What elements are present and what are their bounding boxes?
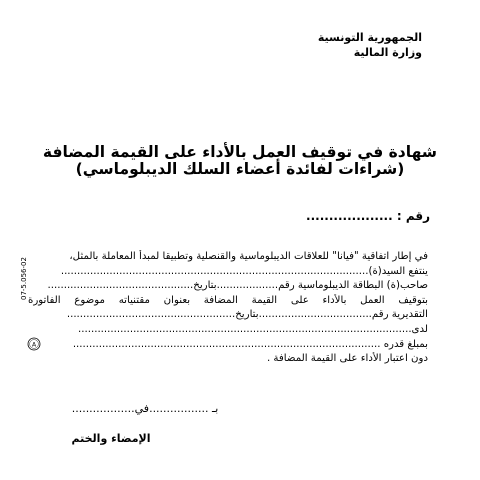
form-code: 07-5.056-02 — [20, 257, 28, 300]
body-line-4: بتوقيف العمل بالأداء على القيمة المضافة بعنوان مقتنياته موضوع الفاتورة — [28, 294, 428, 306]
body-line-8: دون اعتبار الأداء على القيمة المضافة . — [266, 353, 428, 365]
issuer-header — [318, 30, 422, 60]
body-line-7: بمبلغ قدره ............................................................................................... — [72, 338, 428, 350]
seal-letter: A — [31, 341, 37, 349]
body-line-2: ينتفع السيد(ة)............................................................................................... — [60, 265, 428, 277]
body-line-5: التقديرية رقم...................................بتاريخ.................................................... — [66, 309, 428, 321]
place-and-date: بـ .................في.................. — [71, 402, 219, 415]
title-line-1: شهادة في توقيف العمل بالأداء على القيمة المضافة — [42, 143, 438, 161]
reference-number — [306, 209, 430, 223]
body-line-1: في إطار اتفاقية "فيانا" للعلاقات الديبلوماسية والقنصلية وتطبيقا لمبدأ المعاملة بالمثل، — [69, 251, 428, 262]
republic-name: الجمهورية التونسية — [317, 31, 422, 44]
reference-number-label: رقم : ................... — [306, 209, 430, 223]
document-title — [40, 144, 440, 178]
title-line-2: (شراءات لفائدة أعضاء السلك الديبلوماسي) — [75, 160, 405, 178]
seal-icon — [27, 337, 41, 351]
certificate-body — [28, 250, 428, 367]
body-line-6: لدى....................................................................................................... — [78, 323, 428, 335]
ministry-name: وزارة المالية — [353, 46, 422, 59]
signature-and-stamp: الإمضاء والختم — [71, 432, 151, 445]
body-line-3: صاحب(ة) البطاقة الديبلوماسية رقم...................بتاريخ............................................. — [47, 280, 428, 292]
